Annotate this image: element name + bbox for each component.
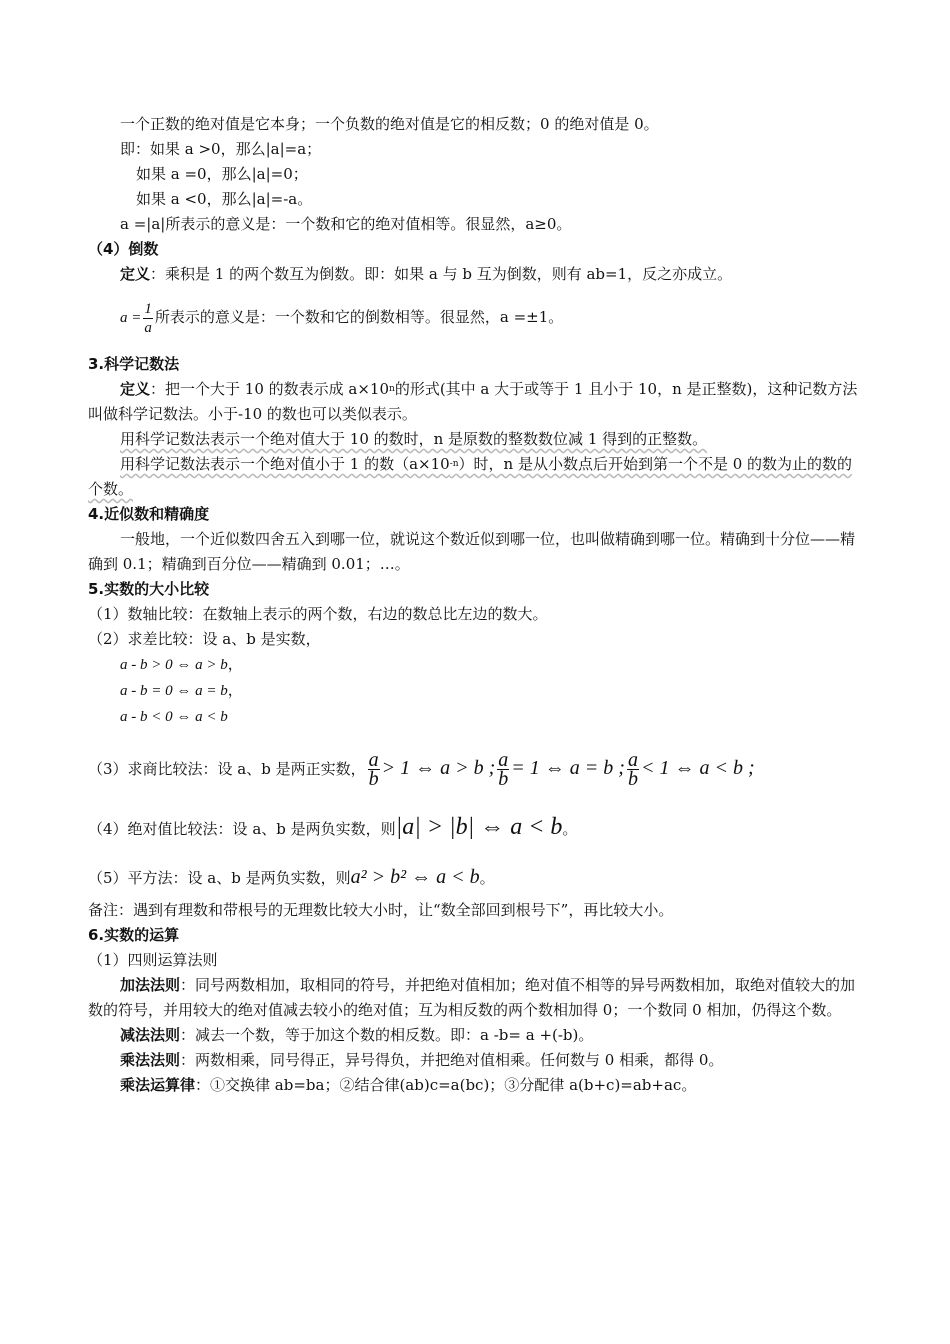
sci-def-label: 定义 xyxy=(120,380,151,398)
quot-formula xyxy=(366,748,755,790)
ops-subheading: （1）四则运算法则 xyxy=(88,951,218,969)
q2-num: a xyxy=(498,748,509,771)
abs-line-2: 即：如果 a >0，那么|a|=a； xyxy=(120,140,322,158)
abs-line-5: a =|a|所表示的意义是：一个数和它的绝对值相等。很显然，a≥0。 xyxy=(120,215,572,233)
sub-rule xyxy=(88,1023,864,1048)
recip-def-label: 定义 xyxy=(120,265,151,283)
mul-rule-text: ：两数相乘，同号得正，异号得负，并把绝对值相乘。任何数与 0 相乘，都得 0。 xyxy=(180,1051,724,1069)
sci-def-sup: n xyxy=(389,384,395,394)
q2-text: = 1 ⇔ a = b ; xyxy=(511,757,625,779)
sci-p3a: 用科学记数法表示一个绝对值小于 1 的数（a×10 xyxy=(120,455,450,473)
recip-fraction xyxy=(143,300,153,337)
compare-heading: 5.实数的大小比较 xyxy=(88,580,210,598)
diff-formula-1 xyxy=(88,652,864,678)
square-formula: a² > b² ⇔ a < b xyxy=(350,866,480,888)
compare-note: 备注：遇到有理数和带根号的无理数比较大小时，让“数全部回到根号下”，再比较大小。 xyxy=(88,901,674,919)
abs-compare-label: （4）绝对值比较法：设 a、b 是两负实数，则 xyxy=(88,820,396,838)
abs-line-4: 如果 a <0，那么|a|=-a。 xyxy=(136,190,313,208)
diff-f2: a - b = 0 ⇔ a = b xyxy=(120,683,228,699)
sci-def-a: ：把一个大于 10 的数表示成 a×10 xyxy=(150,380,390,398)
add-rule-text: ：同号两数相加，取相同的符号，并把绝对值相加；绝对值不相等的异号两数相加，取绝对值较大的加数的符号，并用较大的绝对值减去较小的绝对值；互为相反数的两个数相加得 0；一个数同 0 相加，仍得这个数。 xyxy=(88,976,856,1019)
sci-para-3 xyxy=(88,452,864,502)
square-label: （5）平方法：设 a、b 是两负实数，则 xyxy=(88,869,351,887)
sci-definition xyxy=(88,377,864,427)
q3-text: < 1 ⇔ a < b ; xyxy=(640,757,755,779)
abs-line-3: 如果 a =0，那么|a|=0； xyxy=(136,165,308,183)
diff-f1: a - b > 0 ⇔ a > b xyxy=(120,657,228,673)
recip-heading: （4）倒数 xyxy=(88,240,159,258)
abs-compare-formula: |a| > |b| ⇔ a < b xyxy=(395,814,563,840)
sci-para-2 xyxy=(88,427,864,452)
compare-item-3 xyxy=(88,744,864,793)
q3-num: a xyxy=(627,748,638,771)
recip-def-text: ：乘积是 1 的两个数互为倒数。即：如果 a 与 b 互为倒数，则有 ab=1，反之亦成立。 xyxy=(150,265,733,283)
abs-compare-end: 。 xyxy=(562,820,578,838)
q1-den: b xyxy=(368,767,379,790)
fraction-denominator: a xyxy=(144,319,152,336)
diff-formula-3 xyxy=(88,704,864,730)
diff-f2-end: ， xyxy=(227,681,243,699)
square-end: 。 xyxy=(479,869,495,887)
recip-formula-text: 所表示的意义是：一个数和它的倒数相等。很显然，a =±1。 xyxy=(154,308,564,326)
mul-law-text: ：①交换律 ab=ba；②结合律(ab)c=a(bc)；③分配律 a(b+c)=ab+ac。 xyxy=(195,1076,697,1094)
sci-p3sup: -n xyxy=(449,459,459,469)
sci-p3b: ）时，n 是从小数点后开始到第一个不是 0 的数为止的数的个数。 xyxy=(88,455,853,498)
diff-f3: a - b < 0 ⇔ a < b xyxy=(120,709,228,725)
fraction-numerator: 1 xyxy=(144,300,152,317)
compare-item-4 xyxy=(88,807,864,849)
sub-rule-text: ：减去一个数，等于加这个数的相反数。即：a -b= a +(-b)。 xyxy=(180,1026,594,1044)
ops-heading: 6.实数的运算 xyxy=(88,926,180,944)
abs-line-1: 一个正数的绝对值是它本身；一个负数的绝对值是它的相反数；0 的绝对值是 0。 xyxy=(120,115,659,133)
q1-text: > 1 ⇔ a > b ; xyxy=(381,757,496,779)
sci-p2-text: 用科学记数法表示一个绝对值大于 10 的数时，n 是原数的整数数位减 1 得到的正整数。 xyxy=(120,430,708,448)
document-page xyxy=(88,112,864,1098)
sci-p3-wrap xyxy=(88,455,852,498)
approx-heading: 4.近似数和精确度 xyxy=(88,505,210,523)
compare-item-2: （2）求差比较：设 a、b 是实数， xyxy=(88,630,321,648)
quot-label: （3）求商比较法：设 a、b 是两正实数， xyxy=(88,760,366,778)
add-rule xyxy=(88,973,864,1023)
q1-num: a xyxy=(368,748,379,771)
mul-rule xyxy=(88,1048,864,1073)
mul-law xyxy=(88,1073,864,1098)
approx-para: 一般地，一个近似数四舍五入到哪一位，就说这个数近似到哪一位，也叫做精确到哪一位。精确到十分位——精确到 0.1；精确到百分位——精确到 0.01；…。 xyxy=(88,530,856,573)
diff-f1-end: ， xyxy=(227,655,243,673)
q3-den: b xyxy=(627,767,638,790)
recip-formula-lhs: a = xyxy=(120,310,142,326)
mul-rule-label: 乘法法则 xyxy=(120,1051,181,1069)
sub-rule-label: 减法法则 xyxy=(120,1026,181,1044)
compare-item-1: （1）数轴比较：在数轴上表示的两个数，右边的数总比左边的数大。 xyxy=(88,605,548,623)
add-rule-label: 加法法则 xyxy=(120,976,181,994)
mul-law-label: 乘法运算律 xyxy=(120,1076,196,1094)
sci-def-b: 的形式(其中 a 大于或等于 1 且小于 10，n 是正整数)，这种记数方法叫做科学记数法。小于-10 的数也可以类似表示。 xyxy=(88,380,858,423)
diff-formula-2 xyxy=(88,678,864,704)
sci-heading: 3.科学记数法 xyxy=(88,355,180,373)
recip-formula-line xyxy=(88,295,864,340)
q2-den: b xyxy=(498,767,509,790)
compare-item-5 xyxy=(88,857,864,898)
recip-definition xyxy=(88,262,864,287)
